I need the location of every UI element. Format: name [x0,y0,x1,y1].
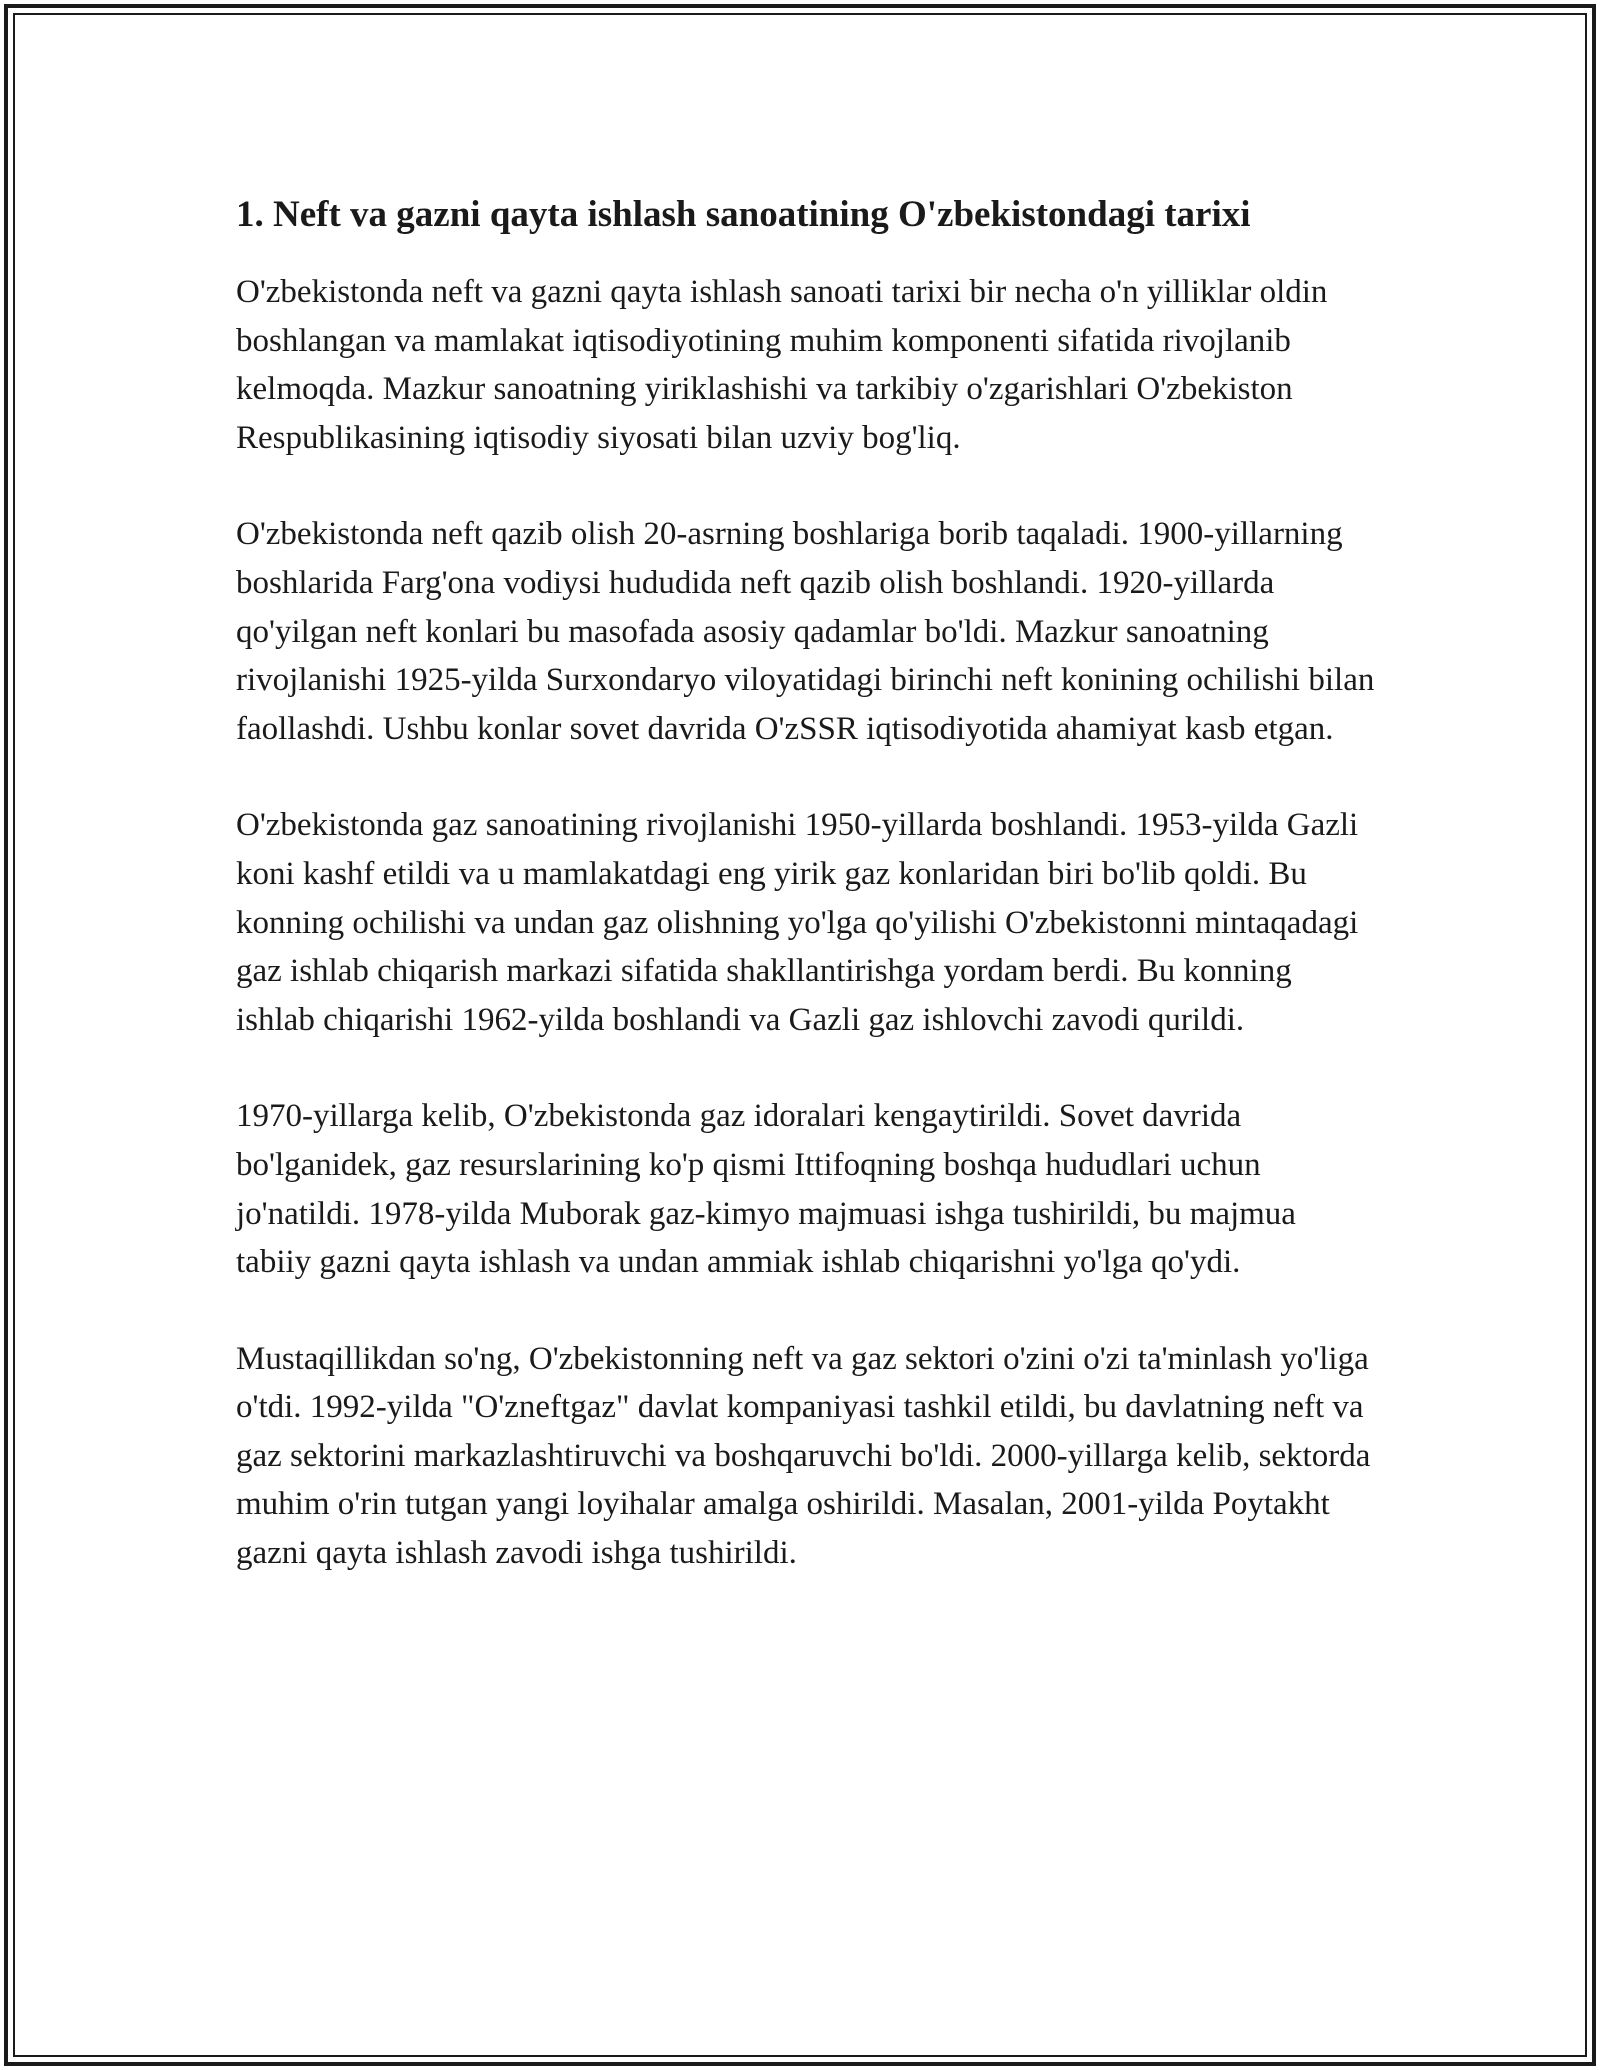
paragraph-1970s: 1970-yillarga kelib, O'zbekistonda gaz idoralari kengaytirildi. Sovet davrida bo'lganidek, gaz resurslarining ko'p qismi Ittifoqning boshqa hududlari uchun jo'natildi. 1978-yilda Muborak gaz-kimyo majmuasi ishga tushirildi, bu majmua tabiiy gazni qayta ishlash va undan ammiak ishlab chiqarishni yo'lga qo'ydi. [236,1098,1296,1281]
paragraph-gas-history: O'zbekistonda gaz sanoatining rivojlanishi 1950-yillarda boshlandi. 1953-yilda Gazli koni kashf etildi va u mamlakatdagi eng yirik gaz konlaridan biri bo'lib qoldi. Bu konning ochilishi va undan gaz olishning yo'lga qo'yilishi O'zbekistonni mintaqadagi gaz ishlab chiqarish markazi sifatida shakllantirishga yordam berdi. Bu konning ishlab chiqarishi 1962-yilda boshlandi va Gazli gaz ishlovchi zavodi qurildi. [236,807,1359,1038]
paragraph-intro: O'zbekistonda neft va gazni qayta ishlash sanoati tarixi bir necha o'n yilliklar oldin boshlangan va mamlakat iqtisodiyotining muhim komponenti sifatida rivojlanib kelmoqda. Mazkur sanoatning yiriklashishi va tarkibiy o'zgarishlari O'zbekiston Respublikasining iqtisodiy siyosati bilan uzviy bog'liq. [236,274,1328,456]
section-heading: 1. Neft va gazni qayta ishlash sanoatining O'zbekistondagi tarixi [236,194,1251,235]
document-body [236,188,1376,1626]
paragraph-independence: Mustaqillikdan so'ng, O'zbekistonning neft va gaz sektori o'zini o'zi ta'minlash yo'liga o'tdi. 1992-yilda "O'zneftgaz" davlat kompaniyasi tashkil etildi, bu davlatning neft va gaz sektorini markazlashtiruvchi va boshqaruvchi bo'ldi. 2000-yillarga kelib, sektorda muhim o'rin tutgan yangi loyihalar amalga oshirildi. Masalan, 2001-yilda Poytakht gazni qayta ishlash zavodi ishga tushirildi. [236,1340,1371,1572]
paragraph-oil-history: O'zbekistonda neft qazib olish 20-asrning boshlariga borib taqaladi. 1900-yillarning boshlarida Farg'ona vodiysi hududida neft qazib olish boshlandi. 1920-yillarda qo'yilgan neft konlari bu masofada asosiy qadamlar bo'ldi. Mazkur sanoatning rivojlanishi 1925-yilda Surxondaryo viloyatidagi birinchi neft konining ochilishi bilan faollashdi. Ushbu konlar sovet davrida O'zSSR iqtisodiyotida ahamiyat kasb etgan. [236,516,1375,747]
